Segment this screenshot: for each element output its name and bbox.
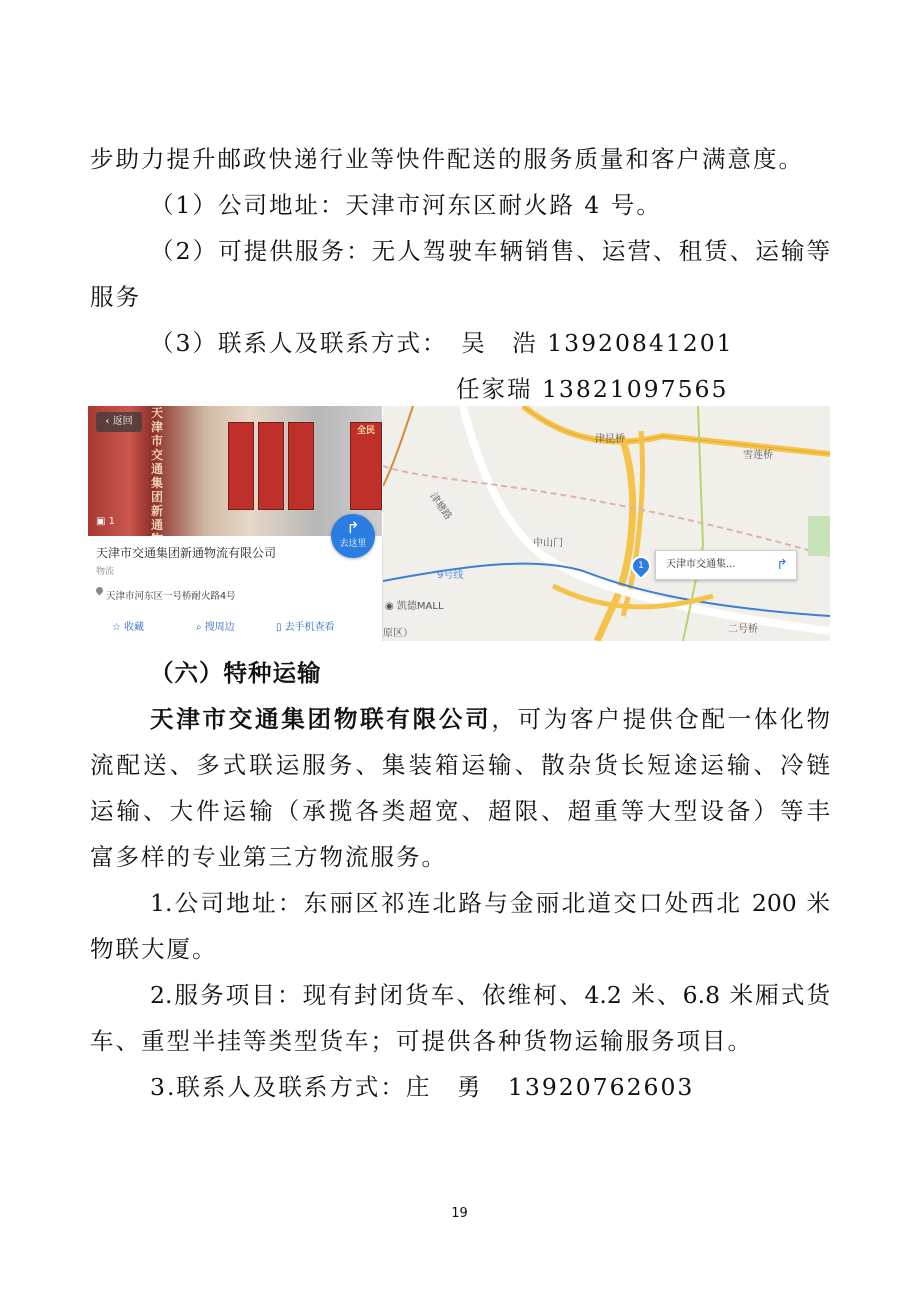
contact-line: （3）联系人及联系方式： 吴 浩 13920841201 xyxy=(150,329,734,357)
paragraph-line: 流配送、多式联运服务、集装箱运输、散杂货长短途运输、冷链 xyxy=(90,751,830,779)
map-label: 二号桥 xyxy=(728,624,758,635)
collect-button[interactable]: ☆ 收藏 xyxy=(112,622,144,633)
paragraph-line: 物联大厦。 xyxy=(90,935,218,963)
services-line: （2）可提供服务：无人驾驶车辆销售、运营、租赁、运输等 xyxy=(150,237,830,265)
paragraph-line: 2.服务项目：现有封闭货车、依维柯、4.2 米、6.8 米厢式货 xyxy=(150,981,830,1009)
page-number: 19 xyxy=(451,1206,468,1221)
nearby-button[interactable]: ⌕ 搜周边 xyxy=(196,622,235,633)
building-sign: 天津市交通集团新通 xyxy=(150,406,163,532)
map-label: 雪莲桥 xyxy=(743,450,773,461)
section-heading: （六）特种运输 xyxy=(150,659,322,687)
map-label: 9号线 xyxy=(437,570,464,581)
map-view[interactable] xyxy=(383,406,830,641)
poster xyxy=(228,422,254,510)
star-icon: ☆ xyxy=(112,622,121,633)
paragraph-line: 车、重型半挂等类型货车；可提供各种货物运输服务项目。 xyxy=(90,1027,753,1055)
map-marker[interactable]: 1 xyxy=(627,552,655,580)
map-label: 中山门 xyxy=(533,538,563,549)
phone-view-button[interactable]: ▯ 去手机查看 xyxy=(276,622,335,633)
services-line-cont: 服务 xyxy=(90,283,141,311)
map-label: ◉ 凯德MALL xyxy=(385,601,444,612)
paragraph-line: 步助力提升邮政快递行业等快件配送的服务质量和客户满意度。 xyxy=(90,145,804,173)
paragraph-line: 天津市交通集团物联有限公司，可为客户提供仓配一体化物 xyxy=(150,705,831,733)
phone-icon: ▯ xyxy=(276,622,282,633)
location-pin-icon xyxy=(95,586,105,596)
paragraph-line: 富多样的专业第三方物流服务。 xyxy=(90,843,447,871)
contact-line-2: 任家瑞 13821097565 xyxy=(456,375,729,403)
go-here-button[interactable]: ↱ 去这里 xyxy=(331,514,375,558)
poster xyxy=(288,422,314,510)
poi-category: 物流 xyxy=(96,567,115,577)
paragraph-line: 3.联系人及联系方式：庄 勇 13920762603 xyxy=(150,1073,695,1101)
poster xyxy=(258,422,284,510)
photo-count: ▣ 1 xyxy=(96,516,116,527)
map-label: 原区） xyxy=(383,628,413,639)
map-label: 津塘路 xyxy=(427,491,454,523)
map-label: 津昆桥 xyxy=(595,434,625,445)
poster: 全民 xyxy=(350,422,382,510)
navigate-arrow-icon: ↱ xyxy=(346,518,360,537)
paragraph-line: 运输、大件运输（承揽各类超宽、超限、超重等大型设备）等丰 xyxy=(90,797,830,825)
company-name: 天津市交通集团物联有限公司 xyxy=(150,705,492,733)
paragraph-line: 1.公司地址：东丽区祁连北路与金丽北道交口处西北 200 米 xyxy=(150,889,830,917)
navigate-arrow-icon[interactable]: ↱ xyxy=(776,557,788,573)
poi-name: 天津市交通集团新通物流有限公司 xyxy=(96,546,277,560)
back-button[interactable]: ‹ 返回 xyxy=(96,412,142,432)
map-screenshot xyxy=(88,406,830,641)
search-icon: ⌕ xyxy=(196,622,202,633)
poi-address: 天津市河东区一号桥耐火路4号 xyxy=(106,591,236,602)
marker-callout[interactable]: 天津市交通集... ↱ xyxy=(655,550,797,580)
address-line: （1）公司地址：天津市河东区耐火路 4 号。 xyxy=(150,191,662,219)
